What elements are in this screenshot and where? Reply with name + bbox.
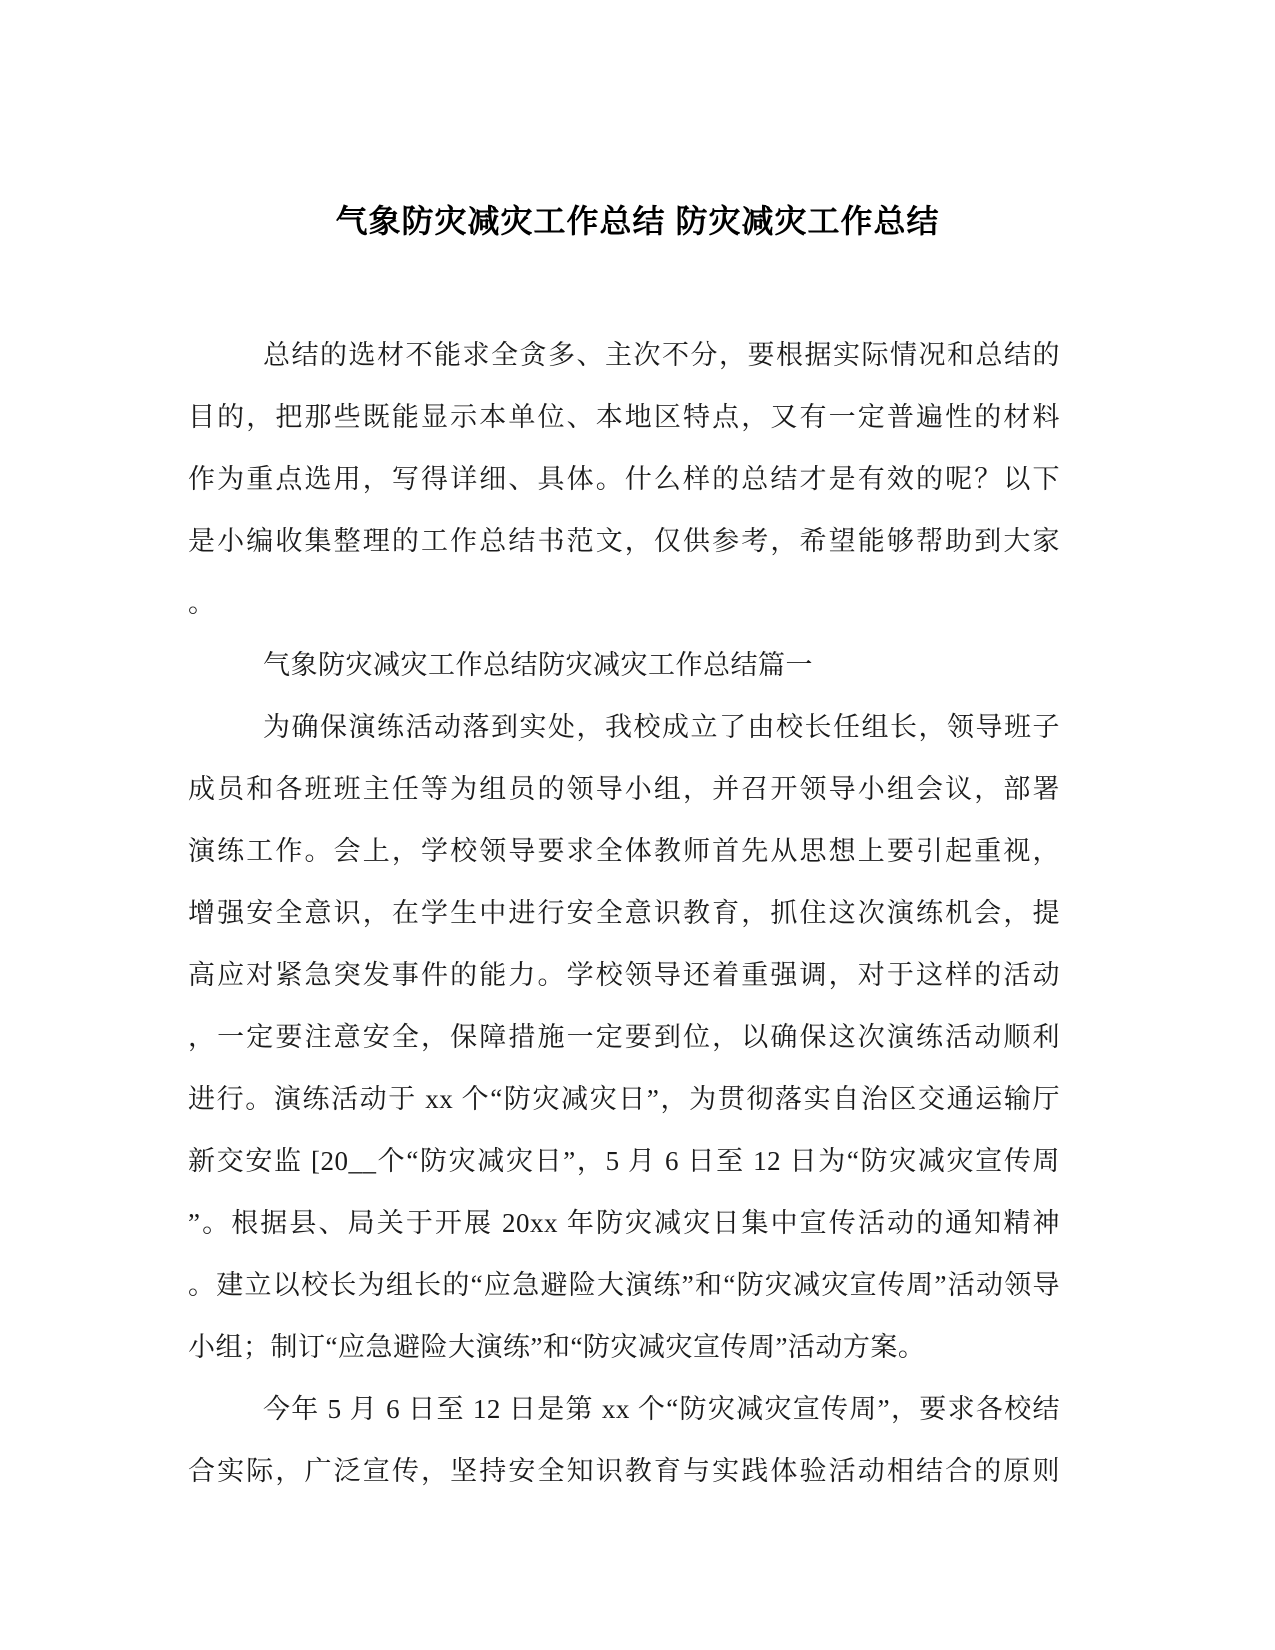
text-line: 今年 5 月 6 日至 12 日是第 xx 个“防灾减灾宣传周”，要求各校结 bbox=[263, 1394, 1060, 1424]
text-line: 小组；制订“应急避险大演练”和“防灾减灾宣传周”活动方案。 bbox=[188, 1332, 926, 1362]
paragraph bbox=[188, 1378, 1060, 1502]
text-line: ，一定要注意安全，保障措施一定要到位，以确保这次演练活动顺利 bbox=[188, 1022, 1060, 1052]
text-line: 目的，把那些既能显示本单位、本地区特点，又有一定普遍性的材料 bbox=[188, 402, 1060, 432]
text-line: 合实际，广泛宣传，坚持安全知识教育与实践体验活动相结合的原则 bbox=[188, 1456, 1060, 1486]
document-title: 气象防灾减灾工作总结 防灾减灾工作总结 bbox=[335, 203, 940, 239]
text-line: ”。根据县、局关于开展 20xx 年防灾减灾日集中宣传活动的通知精神 bbox=[188, 1208, 1060, 1238]
text-line: 增强安全意识，在学生中进行安全意识教育，抓住这次演练机会，提 bbox=[188, 898, 1060, 928]
text-line: 。 bbox=[188, 588, 216, 618]
text-line: 为确保演练活动落到实处，我校成立了由校长任组长，领导班子 bbox=[263, 712, 1060, 742]
text-line: 演练工作。会上，学校领导要求全体教师首先从思想上要引起重视， bbox=[188, 836, 1060, 866]
text-line: 新交安监 [20__个“防灾减灾日”，5 月 6 日至 12 日为“防灾减灾宣传周 bbox=[188, 1146, 1060, 1176]
text-line: 作为重点选用，写得详细、具体。什么样的总结才是有效的呢？以下 bbox=[188, 464, 1060, 494]
paragraph bbox=[188, 634, 1060, 696]
text-line: 高应对紧急突发事件的能力。学校领导还着重强调，对于这样的活动 bbox=[188, 960, 1060, 990]
text-line: 气象防灾减灾工作总结防灾减灾工作总结篇一 bbox=[263, 650, 813, 680]
text-line: 。建立以校长为组长的“应急避险大演练”和“防灾减灾宣传周”活动领导 bbox=[188, 1270, 1060, 1300]
document-body bbox=[188, 324, 1060, 1502]
paragraph bbox=[188, 696, 1060, 1378]
text-line: 是小编收集整理的工作总结书范文，仅供参考，希望能够帮助到大家 bbox=[188, 526, 1060, 556]
text-line: 总结的选材不能求全贪多、主次不分，要根据实际情况和总结的 bbox=[263, 340, 1060, 370]
text-line: 进行。演练活动于 xx 个“防灾减灾日”，为贯彻落实自治区交通运输厅 bbox=[188, 1084, 1060, 1114]
text-line: 成员和各班班主任等为组员的领导小组，并召开领导小组会议，部署 bbox=[188, 774, 1060, 804]
paragraph bbox=[188, 324, 1060, 634]
